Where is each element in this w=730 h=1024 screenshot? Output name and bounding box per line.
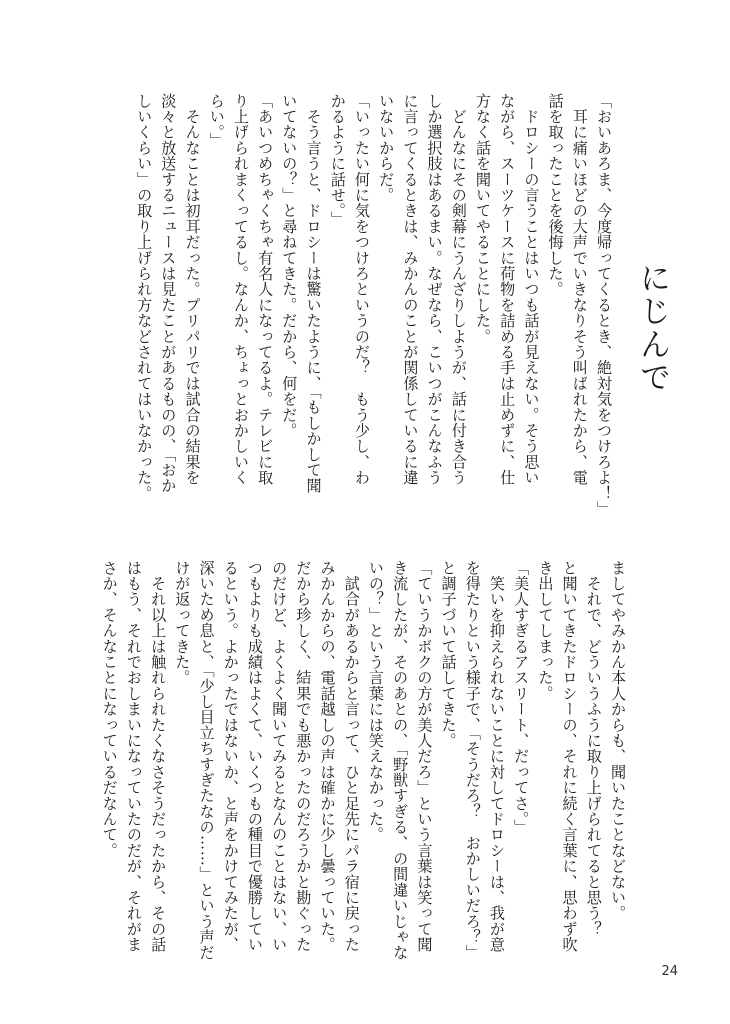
text-column: のだけど、よくよく聞いてみるとなんのことはない、い xyxy=(270,560,289,953)
text-column: ながら、スーツケースに荷物を詰める手は止めずに、仕 xyxy=(498,93,517,486)
text-column: つもよりも成績はよくて、いくつもの種目で優勝してい xyxy=(245,560,264,953)
text-column: だから珍しく、結果でも悪かったのだろうかと勘ぐった xyxy=(294,560,313,953)
text-column: と調子づいて話してきた。 xyxy=(439,560,458,749)
text-column: いないからだ。 xyxy=(377,93,396,203)
text-column: いてないの？」と尋ねてきた。だから、何をだ。 xyxy=(280,93,299,439)
text-column: ドロシーの言うことはいつも話が見えない。そう思い xyxy=(522,93,541,486)
text-column: ましてやみかん本人からも、聞いたことなどない。 xyxy=(609,560,627,922)
text-column: を得たりという様子で、「そうだろ？ おかしいだろ？」 xyxy=(463,560,482,961)
text-column: 話を取ったことを後悔した。 xyxy=(546,93,565,298)
text-column: 深いため息と、「少し目立ちすぎたなの……」という声だ xyxy=(197,560,216,961)
text-column: いの？」という言葉には笑えなかった。 xyxy=(366,560,385,843)
text-column: 淡々と放送するニュースは見たことがあるものの、「おか xyxy=(159,93,178,494)
text-column: それ以上は触れられたくなさそうだったから、その話 xyxy=(149,560,168,953)
text-column: るという。よかったではないか、と声をかけてみたが、 xyxy=(221,560,240,953)
page-number: 24 xyxy=(661,964,678,979)
text-column: 耳に痛いほどの大声でいきなりそう叫ばれたから、電 xyxy=(570,93,589,486)
text-column: 「いったい何に気をつけろというのだ？ もう少し、わ xyxy=(352,93,371,486)
text-column: 「おいあろま、今度帰ってくるとき、絶対気をつけろよ！」 xyxy=(595,93,613,517)
text-column: さか、そんなことになっているだなんて。 xyxy=(100,560,119,859)
text-column: 試合があるからと言って、ひと足先にパラ宿に戻った xyxy=(342,560,361,953)
text-column: けが返ってきた。 xyxy=(173,560,192,686)
text-column: どんなにその剣幕にうんざりしようが、話に付き合う xyxy=(449,93,468,486)
text-column: き流したが、そのあとの、「野獣すぎる、の間違いじゃな xyxy=(391,560,410,961)
text-column: 笑いを抑えられないことに対してドロシーは、我が意 xyxy=(487,560,506,953)
text-column: に言ってくるときは、みかんのことが関係しているに違 xyxy=(401,93,420,486)
text-column: き出してしまった。 xyxy=(536,560,555,702)
text-column: かるように話せ。」 xyxy=(328,93,347,227)
lower-text-block xyxy=(98,560,630,960)
text-column: みかんからの、電話越しの声は確かに少し曇っていた。 xyxy=(318,560,337,953)
text-column: 「美人すぎるアスリート、だってさ。」 xyxy=(512,560,531,836)
text-column: そう言うと、ドロシーは驚いたように、「もしかして聞 xyxy=(304,93,323,494)
chapter-title: にじんで xyxy=(634,262,670,394)
text-column: はもう、それでおしまいになっていたのだが、それがま xyxy=(124,560,143,953)
text-column: 「ていうかボクの方が美人だろ」という言葉は笑って聞 xyxy=(415,560,434,953)
text-column: しか選択肢はあるまい。なぜなら、こいつがこんなふう xyxy=(425,93,444,486)
text-column: らい。」 xyxy=(207,93,226,149)
text-column: 方なく話を聞いてやることにした。 xyxy=(473,93,492,345)
text-column: と聞いてきたドロシーの、それに続く言葉に、思わず吹 xyxy=(560,560,579,953)
text-column: 「あいつめちゃくちゃ有名人になってるよ。テレビに取 xyxy=(256,93,275,486)
text-column: り上げられまくってるし。なんか、ちょっとおかしいく xyxy=(231,93,250,486)
text-column: しいくらい」の取り上げられ方などされてはいなかった。 xyxy=(135,93,154,502)
upper-text-block xyxy=(132,93,616,517)
text-column: それで、どういうふうに取り上げられてると思う？ xyxy=(584,560,603,937)
text-column: そんなことは初耳だった。プリパリでは試合の結果を xyxy=(183,93,202,486)
